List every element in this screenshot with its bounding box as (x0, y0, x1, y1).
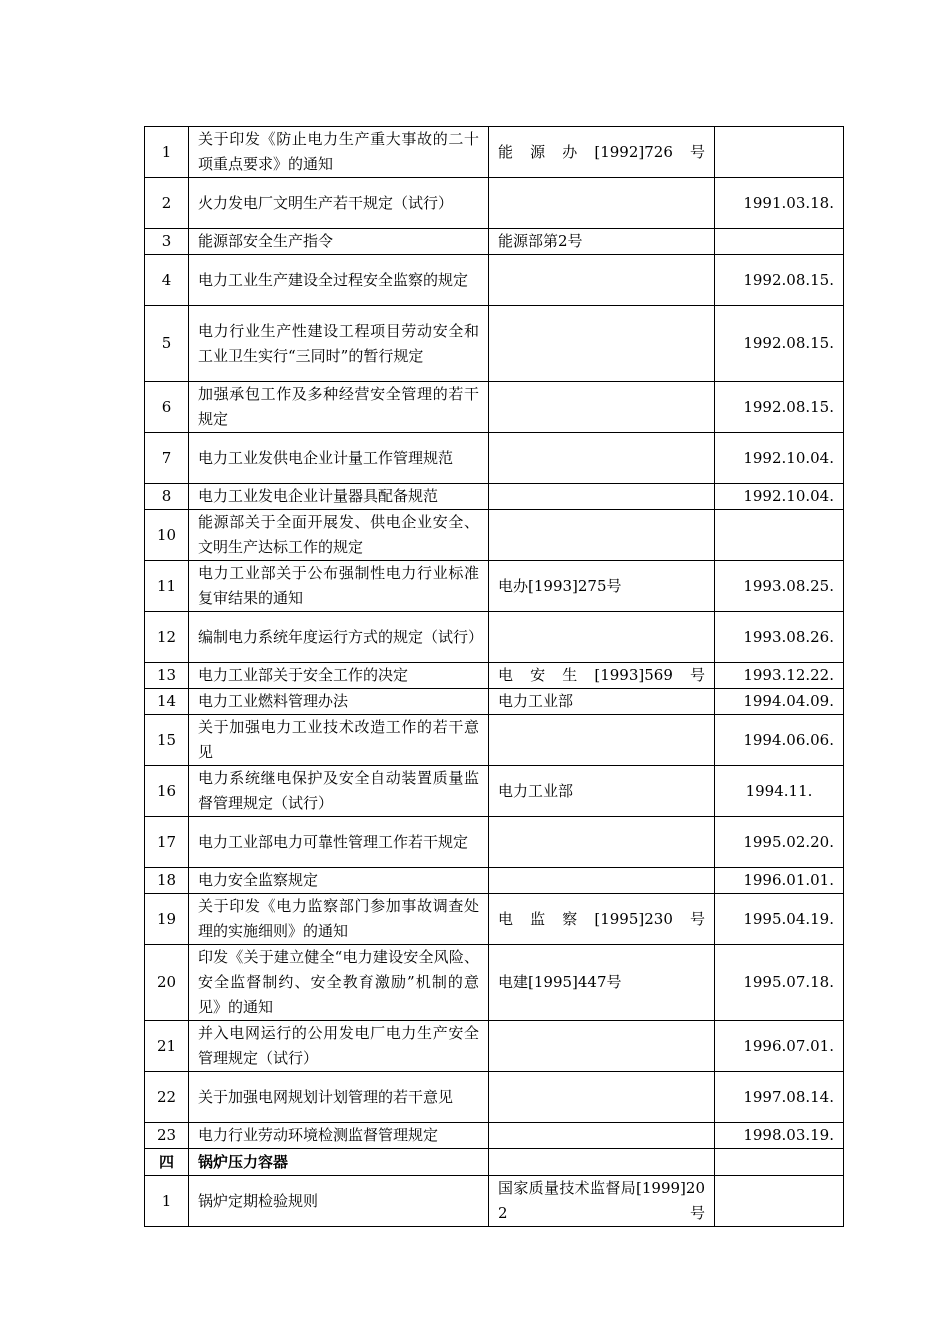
table-row (145, 484, 844, 510)
table-row (145, 561, 844, 612)
table-row (145, 433, 844, 484)
document-number: 电建[1995]447号 (489, 945, 715, 1021)
table-row (145, 715, 844, 766)
row-number: 22 (145, 1072, 189, 1123)
issue-date: 1993.08.26. (715, 612, 844, 663)
regulation-title: 关于印发《防止电力生产重大事故的二十项重点要求》的通知 (189, 127, 489, 178)
issue-date: 1996.01.01. (715, 868, 844, 894)
row-number: 3 (145, 229, 189, 255)
document-number: 电办[1993]275号 (489, 561, 715, 612)
table-row (145, 663, 844, 689)
table-row (145, 817, 844, 868)
row-number: 15 (145, 715, 189, 766)
document-number: 能源办[1992]726号 (489, 127, 715, 178)
table-row (145, 1123, 844, 1149)
document-number (489, 510, 715, 561)
regulation-title: 火力发电厂文明生产若干规定（试行） (189, 178, 489, 229)
document-number (489, 1072, 715, 1123)
row-number: 1 (145, 127, 189, 178)
section-row (145, 1149, 844, 1176)
document-number: 国家质量技术监督局[1999]202号 (489, 1176, 715, 1227)
regulation-title: 锅炉定期检验规则 (189, 1176, 489, 1227)
row-number: 23 (145, 1123, 189, 1149)
document-number: 电安生[1993]569号 (489, 663, 715, 689)
issue-date: 1994.06.06. (715, 715, 844, 766)
regulation-title: 电力工业燃料管理办法 (189, 689, 489, 715)
row-number: 17 (145, 817, 189, 868)
issue-date: 1995.04.19. (715, 894, 844, 945)
row-number: 4 (145, 255, 189, 306)
row-number: 12 (145, 612, 189, 663)
issue-date (715, 510, 844, 561)
row-number: 14 (145, 689, 189, 715)
regulation-title: 印发《关于建立健全“电力建设安全风险、安全监督制约、安全教育激励”机制的意见》的通知 (189, 945, 489, 1021)
document-number (489, 1149, 715, 1176)
document-number (489, 1123, 715, 1149)
regulations-table (144, 126, 844, 1227)
table-row (145, 766, 844, 817)
issue-date: 1995.02.20. (715, 817, 844, 868)
regulation-title: 并入电网运行的公用发电厂电力生产安全管理规定（试行） (189, 1021, 489, 1072)
document-number (489, 612, 715, 663)
row-number: 10 (145, 510, 189, 561)
regulation-title: 电力行业生产性建设工程项目劳动安全和工业卫生实行“三同时”的暂行规定 (189, 306, 489, 382)
document-number: 电监察[1995]230号 (489, 894, 715, 945)
row-number: 2 (145, 178, 189, 229)
regulation-title: 编制电力系统年度运行方式的规定（试行） (189, 612, 489, 663)
table-row (145, 255, 844, 306)
document-number (489, 178, 715, 229)
regulation-title: 关于加强电力工业技术改造工作的若干意见 (189, 715, 489, 766)
regulation-title: 电力工业部电力可靠性管理工作若干规定 (189, 817, 489, 868)
row-number: 20 (145, 945, 189, 1021)
regulation-title: 关于印发《电力监察部门参加事故调查处理的实施细则》的通知 (189, 894, 489, 945)
issue-date: 1994.04.09. (715, 689, 844, 715)
issue-date: 1992.10.04. (715, 484, 844, 510)
document-number (489, 484, 715, 510)
regulation-title: 电力行业劳动环境检测监督管理规定 (189, 1123, 489, 1149)
table-row (145, 689, 844, 715)
table-row (145, 127, 844, 178)
regulation-title: 电力安全监察规定 (189, 868, 489, 894)
table-row (145, 229, 844, 255)
issue-date (715, 1149, 844, 1176)
issue-date: 1992.08.15. (715, 306, 844, 382)
table-row (145, 510, 844, 561)
document-number (489, 715, 715, 766)
table-row (145, 868, 844, 894)
document-number (489, 433, 715, 484)
issue-date: 1993.12.22. (715, 663, 844, 689)
table-row (145, 894, 844, 945)
row-number: 5 (145, 306, 189, 382)
document-number (489, 1021, 715, 1072)
regulation-title: 电力工业生产建设全过程安全监察的规定 (189, 255, 489, 306)
issue-date: 1998.03.19. (715, 1123, 844, 1149)
issue-date: 1994.11. (715, 766, 844, 817)
issue-date (715, 1176, 844, 1227)
document-number (489, 255, 715, 306)
table-row (145, 1021, 844, 1072)
document-number: 能源部第2号 (489, 229, 715, 255)
issue-date (715, 229, 844, 255)
issue-date: 1995.07.18. (715, 945, 844, 1021)
issue-date: 1991.03.18. (715, 178, 844, 229)
table-row (145, 382, 844, 433)
table-row (145, 1072, 844, 1123)
row-number: 13 (145, 663, 189, 689)
regulation-title: 能源部安全生产指令 (189, 229, 489, 255)
table-row (145, 178, 844, 229)
row-number: 18 (145, 868, 189, 894)
regulation-title: 关于加强电网规划计划管理的若干意见 (189, 1072, 489, 1123)
table-row (145, 1176, 844, 1227)
regulation-title: 电力工业发电企业计量器具配备规范 (189, 484, 489, 510)
row-number: 16 (145, 766, 189, 817)
table-row (145, 945, 844, 1021)
issue-date (715, 127, 844, 178)
regulation-title: 锅炉压力容器 (189, 1149, 489, 1176)
issue-date: 1992.08.15. (715, 255, 844, 306)
row-number: 6 (145, 382, 189, 433)
row-number: 19 (145, 894, 189, 945)
table-row (145, 612, 844, 663)
regulation-title: 电力工业部关于公布强制性电力行业标准复审结果的通知 (189, 561, 489, 612)
row-number: 21 (145, 1021, 189, 1072)
regulation-title: 能源部关于全面开展发、供电企业安全、文明生产达标工作的规定 (189, 510, 489, 561)
issue-date: 1996.07.01. (715, 1021, 844, 1072)
row-number: 7 (145, 433, 189, 484)
table-row (145, 306, 844, 382)
issue-date: 1992.08.15. (715, 382, 844, 433)
row-number: 8 (145, 484, 189, 510)
row-number: 11 (145, 561, 189, 612)
document-number (489, 306, 715, 382)
issue-date: 1992.10.04. (715, 433, 844, 484)
document-number: 电力工业部 (489, 766, 715, 817)
document-number: 电力工业部 (489, 689, 715, 715)
document-number (489, 868, 715, 894)
regulations-table-body (145, 127, 844, 1227)
regulation-title: 电力工业发供电企业计量工作管理规范 (189, 433, 489, 484)
issue-date: 1993.08.25. (715, 561, 844, 612)
document-number (489, 817, 715, 868)
regulation-title: 电力系统继电保护及安全自动装置质量监督管理规定（试行） (189, 766, 489, 817)
regulation-title: 加强承包工作及多种经营安全管理的若干规定 (189, 382, 489, 433)
document-number (489, 382, 715, 433)
issue-date: 1997.08.14. (715, 1072, 844, 1123)
regulation-title: 电力工业部关于安全工作的决定 (189, 663, 489, 689)
row-number: 四 (145, 1149, 189, 1176)
row-number: 1 (145, 1176, 189, 1227)
